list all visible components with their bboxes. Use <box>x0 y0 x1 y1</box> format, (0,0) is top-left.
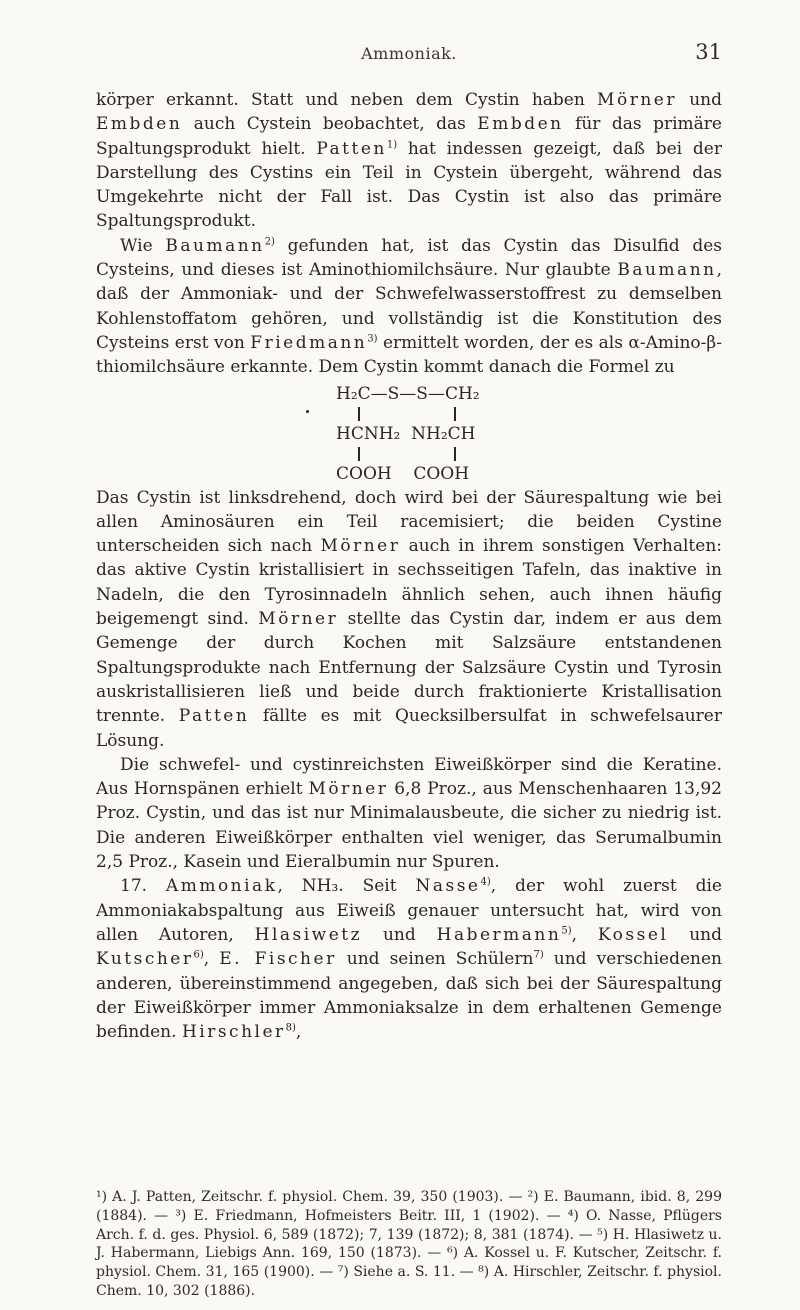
formula-bonds <box>336 406 596 422</box>
author-name: Hlasiwetz <box>254 924 363 945</box>
footnote-marker: 7) <box>533 949 544 961</box>
author-name: Patten <box>178 706 250 727</box>
footnotes: ¹) A. J. Patten, Zeitschr. f. physiol. Chem. 39, 350 (1903). — ²) E. Baumann, ibid. 8, 299 (1884). — ³) E. Friedmann, Hofmeisters Beitr. III, 1 (1902). — ⁴) O. Nasse, Pflügers Arch. f. d. ges. Physiol. 6, 589 (1872); 7, 139 (1872); 8, 381 (1874). — ⁵) H. Hlasiwetz u. J. Habermann, Liebigs Ann. 169, 150 (1873). — ⁶) A. Kossel u. F. Kutscher, Zeitschr. f. physiol. Chem. 31, 165 (1900). — ⁷) Siehe a. S. 11. — ⁸) A. Hirschler, Zeitschr. f. physiol. Chem. 10, 302 (1886). <box>96 1189 722 1299</box>
author-name: Nasse <box>415 876 481 897</box>
author-name: Patten <box>316 138 387 159</box>
footnote-marker: 8) <box>285 1022 296 1034</box>
paragraph-baumann: Wie Baumann$^{2)}$ gefunden hat, ist das Cystin das Disulfid des Cysteins, und dieses ist Aminothiomilchsäure. Nur glaubte Baumann, daß der Ammoniak- und der Schwefelwasserstoffrest zu demselben Kohlenstoffatom gehören, und vollständig ist die Konstitution des Cysteins erst von Friedmann$^{3)}$ ermittelt worden, der es als α-Amino-β-thiomilchsäure erkannte. Dem Cystin kommt danach die Formel zu <box>96 235 723 378</box>
bond-line <box>358 447 360 461</box>
paragraph-ammoniak: 17. Ammoniak, NH₃. Seit Nasse$^{4)}$, der wohl zuerst die Ammoniakabspaltung aus Eiweiß genauer untersucht hat, wird von allen Autoren, Hlasiwetz und Habermann$^{5)}$, Kossel und Kutscher$^{6)}$, E. Fischer und seinen Schülern$^{7)}$ und verschiedenen anderen, übereinstimmend angegeben, daß sich bei der Säurespaltung der Eiweißkörper immer Ammoniaksalze in dem erhaltenen Gemenge befinden. Hirschler$^{8)}$, <box>96 876 722 1043</box>
author-name: Baumann <box>617 260 717 281</box>
section-heading: Ammoniak <box>165 876 278 897</box>
bond-line <box>454 407 456 421</box>
bond-line <box>358 407 360 421</box>
formula-row-top: H₂C—S—S—CH₂ <box>336 383 480 404</box>
author-name: Baumann <box>165 235 265 256</box>
footnote-marker: 5) <box>561 925 572 937</box>
paragraph-cystin-patten: körper erkannt. Statt und neben dem Cystin haben Mörner und Embden auch Cystein beobachtet, das Embden für das primäre Spaltungsprodukt hielt. Patten$^{1)}$ hat indessen gezeigt, daß bei der Darstellung des Cystins ein Teil in Cystein übergeht, während das Umgekehrte nicht der Fall ist. Das Cystin ist also das primäre Spaltungsprodukt. <box>96 90 722 232</box>
author-name: Habermann <box>436 924 562 945</box>
paragraph-keratine: Die schwefel- und cystinreichsten Eiweißkörper sind die Keratine. Aus Hornspänen erhielt Mörner 6,8 Proz., aus Menschenhaaren 13,92 Proz. Cystin, und das ist nur Minimalausbeute, die sicher zu niedrig ist. Die anderen Eiweißkörper enthalten viel weniger, das Serumalbumin 2,5 Proz., Kasein und Eieralbumin nur Spuren. <box>96 754 722 873</box>
footnote-marker: 2) <box>264 236 275 248</box>
bond-line <box>454 447 456 461</box>
author-name: Embden <box>96 114 183 135</box>
author-name: E. Fischer <box>219 949 337 970</box>
cystine-structural-formula <box>336 382 596 486</box>
author-name: Embden <box>477 114 564 135</box>
page-header <box>96 40 722 74</box>
footnote-marker: 6) <box>193 949 204 961</box>
author-name: Hirschler <box>181 1022 286 1043</box>
footnote-marker: 4) <box>480 876 491 888</box>
formula-bonds <box>336 446 596 462</box>
author-name: Kutscher <box>96 949 194 970</box>
stray-dot <box>306 410 309 413</box>
author-name: Kossel <box>597 924 669 945</box>
author-name: Friedmann <box>250 332 368 353</box>
formula-row-bottom: COOH COOH <box>336 463 470 484</box>
running-head: Ammoniak. <box>361 44 457 63</box>
formula-row-middle: HCNH₂ NH₂CH <box>336 423 476 444</box>
author-name: Mörner <box>258 609 339 630</box>
body-text <box>96 88 722 1044</box>
author-name: Mörner <box>320 536 401 557</box>
author-name: Mörner <box>308 779 389 800</box>
footnote-marker: 1) <box>386 138 398 150</box>
paragraph-racemization: Das Cystin ist linksdrehend, doch wird bei der Säurespaltung wie bei allen Aminosäuren ein Teil racemisiert; die beiden Cystine unterscheiden sich nach Mörner auch in ihrem sonstigen Verhalten: das aktive Cystin kristallisiert in sechsseitigen Tafeln, das inaktive in Nadeln, die den Tyrosinnadeln ähnlich sehen, auch ihnen häufig beigemengt sind. Mörner stellte das Cystin dar, indem er aus dem Gemenge der durch Kochen mit Salzsäure entstandenen Spaltungsprodukte nach Entfernung der Salzsäure Cystin und Tyrosin auskristallisieren ließ und beide durch fraktionierte Kristallisation trennte. Patten fällte es mit Quecksilbersulfat in schwefelsaurer Lösung. <box>96 487 722 751</box>
page-number: 31 <box>695 40 722 64</box>
footnote-marker: 3) <box>367 333 378 345</box>
author-name: Mörner <box>597 90 677 110</box>
